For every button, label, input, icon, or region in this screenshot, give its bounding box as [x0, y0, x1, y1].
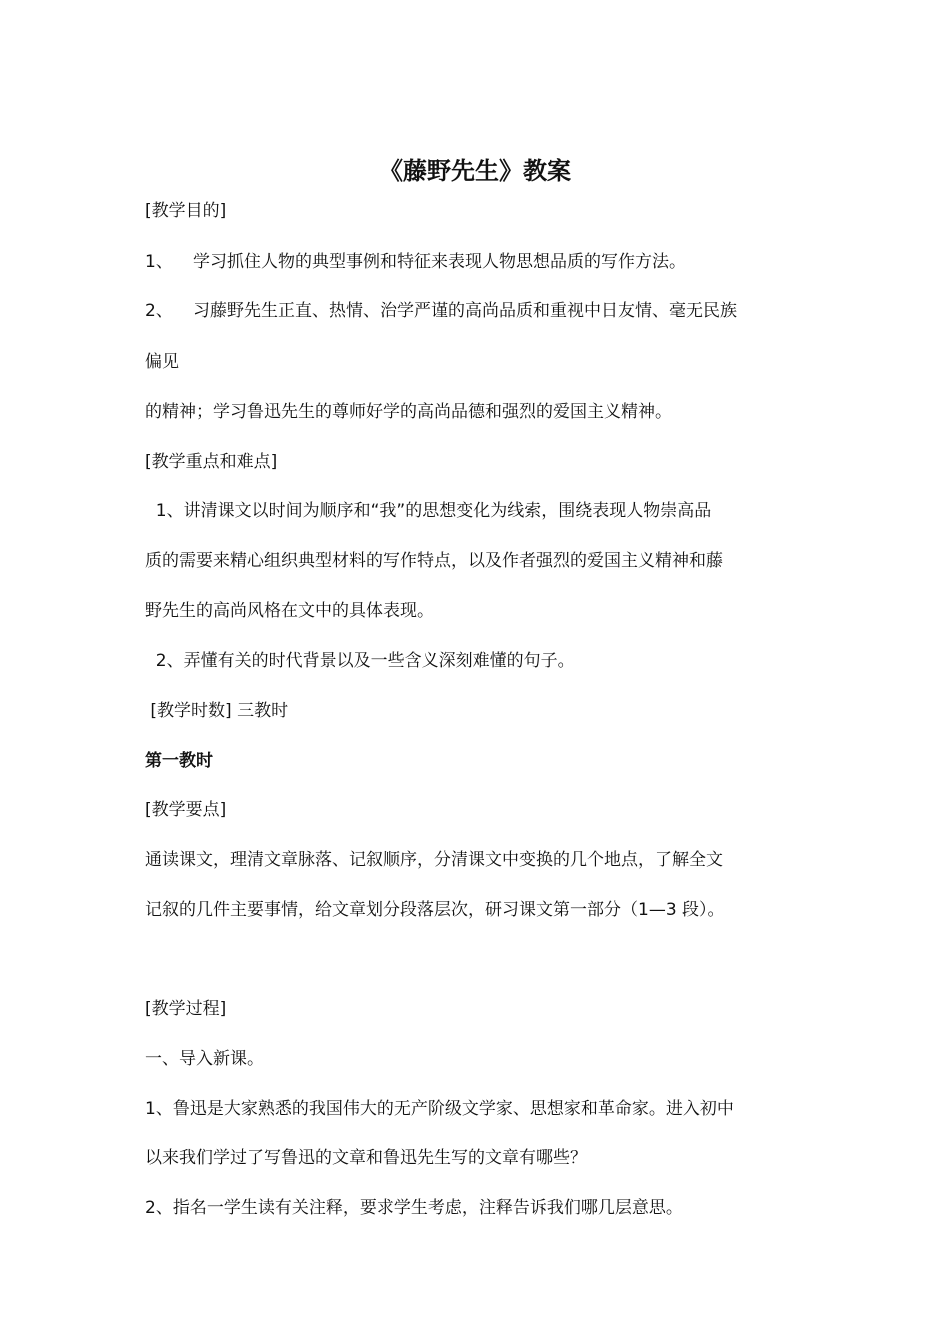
heading-teaching-goals: [教学目的] [145, 201, 227, 221]
lesson-points-text-continued: 记叙的几件主要事情，给文章划分段落层次，研习课文第一部分（1—3 段）。 [145, 900, 725, 920]
process-item-2: 2、指名一学生读有关注释，要求学生考虑，注释告诉我们哪几层意思。 [145, 1198, 683, 1218]
goal-item-2-continued-2: 的精神；学习鲁迅先生的尊师好学的高尚品德和强烈的爱国主义精神。 [145, 402, 672, 422]
heading-teaching-process: [教学过程] [145, 999, 227, 1019]
goal-item-2 [145, 299, 737, 323]
goal-item-1-text: 学习抓住人物的典型事例和特征来表现人物思想品质的写作方法。 [193, 252, 686, 272]
teaching-hours: [教学时数] 三教时 [145, 701, 289, 721]
key-point-2: 2、弄懂有关的时代背景以及一些含义深刻难懂的句子。 [145, 651, 575, 671]
process-item-1: 1、鲁迅是大家熟悉的我国伟大的无产阶级文学家、思想家和革命家。进入初中 [145, 1099, 734, 1119]
process-step-1: 一、导入新课。 [145, 1049, 264, 1069]
key-point-1-continued: 质的需要来精心组织典型材料的写作特点，以及作者强烈的爱国主义精神和藤 [145, 551, 723, 571]
goal-item-2-text: 习藤野先生正直、热情、治学严谨的高尚品质和重视中日友情、毫无民族 [193, 301, 737, 321]
goal-item-2-number: 2、 [145, 301, 173, 321]
document-title: 《藤野先生》教案 [379, 157, 571, 185]
lesson-points-text: 通读课文，理清文章脉落、记叙顺序，分清课文中变换的几个地点，了解全文 [145, 850, 723, 870]
process-item-1-continued: 以来我们学过了写鲁迅的文章和鲁迅先生写的文章有哪些？ [145, 1148, 587, 1168]
goal-item-2-continued: 偏见 [145, 352, 179, 372]
section-first-lesson: 第一教时 [145, 751, 213, 771]
goal-item-1-number: 1、 [145, 252, 173, 272]
key-point-1-continued-2: 野先生的高尚风格在文中的具体表现。 [145, 601, 434, 621]
heading-lesson-points: [教学要点] [145, 800, 227, 820]
heading-key-points: [教学重点和难点] [145, 452, 278, 472]
key-point-1: 1、讲清课文以时间为顺序和“我”的思想变化为线索，围绕表现人物崇高品 [145, 501, 712, 521]
goal-item-1 [145, 250, 686, 274]
